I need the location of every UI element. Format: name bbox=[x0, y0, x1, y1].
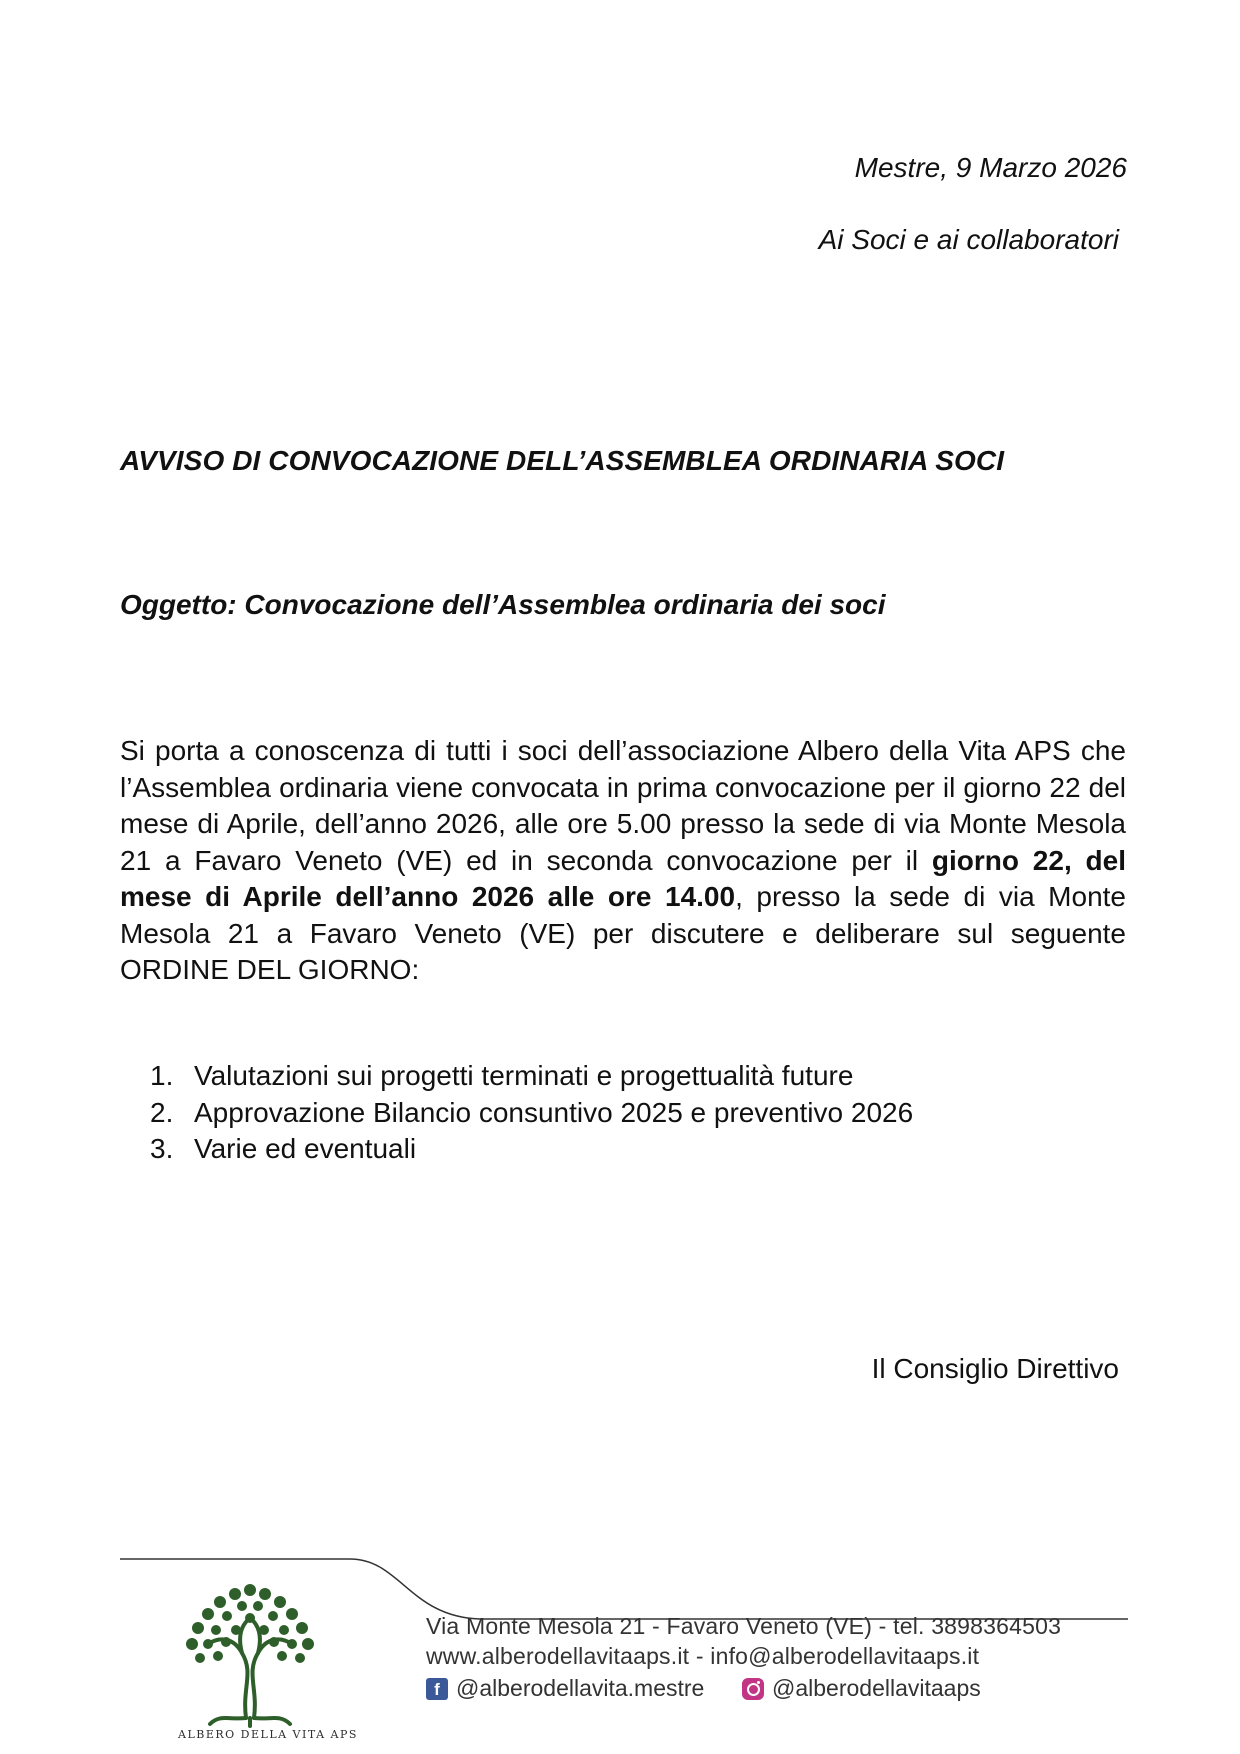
instagram-handle[interactable] bbox=[742, 1675, 981, 1702]
instagram-handle-text: @alberodellavitaaps bbox=[772, 1675, 981, 1701]
agenda-item bbox=[150, 1095, 913, 1132]
facebook-icon: f bbox=[426, 1678, 448, 1700]
letter-body bbox=[120, 733, 1126, 989]
tree-logo-icon bbox=[180, 1578, 320, 1728]
footer-web-email[interactable]: www.alberodellavitaaps.it - info@alberodellavitaaps.it bbox=[426, 1643, 980, 1669]
letter-subject: Oggetto: Convocazione dell’Assemblea ordinaria dei soci bbox=[120, 589, 886, 620]
logo-text: ALBERO DELLA VITA APS bbox=[178, 1728, 358, 1741]
letter-date: Mestre, 9 Marzo 2026 bbox=[854, 152, 1127, 183]
instagram-icon bbox=[742, 1678, 764, 1700]
body-text-part1: Si porta a conoscenza di tutti i soci dell’associazione Albero della Vita APS che l’Assemblea ordinaria viene convocata in prima convocazione per il giorno 22 del mese di Aprile, dell’anno 2026, alle ore 5.00 presso la sede di via Monte Mesola 21 a Favaro Veneto (VE) ed in seconda convocazione per il bbox=[120, 735, 1126, 876]
body-text-bold: giorno 22, del mese di Aprile dell’anno 2026 alle ore 14.00 bbox=[120, 844, 1126, 912]
agenda-item-number: 3. bbox=[150, 1133, 174, 1164]
facebook-handle[interactable] bbox=[426, 1675, 704, 1702]
letter-recipients: Ai Soci e ai collaboratori bbox=[818, 224, 1119, 255]
notice-title: AVVISO DI CONVOCAZIONE DELL’ASSEMBLEA ORDINARIA SOCI bbox=[120, 445, 1005, 476]
footer-address: Via Monte Mesola 21 - Favaro Veneto (VE) - tel. 3898364503 bbox=[426, 1613, 1062, 1639]
agenda-item bbox=[150, 1058, 913, 1095]
agenda-list bbox=[150, 1058, 913, 1168]
agenda-item-text: Varie ed eventuali bbox=[194, 1133, 417, 1164]
signature: Il Consiglio Direttivo bbox=[871, 1353, 1119, 1384]
facebook-handle-text: @alberodellavita.mestre bbox=[456, 1675, 705, 1701]
agenda-item bbox=[150, 1131, 913, 1168]
agenda-item-text: Valutazioni sui progetti terminati e progettualità future bbox=[194, 1060, 854, 1091]
agenda-item-number: 1. bbox=[150, 1060, 174, 1091]
agenda-item-text: Approvazione Bilancio consuntivo 2025 e preventivo 2026 bbox=[194, 1096, 914, 1128]
body-text-part2: , presso la sede di via Monte Mesola 21 a Favaro Veneto (VE) per discutere e deliberare sul seguente ORDINE DEL GIORNO: bbox=[120, 881, 1126, 985]
agenda-item-number: 2. bbox=[150, 1096, 174, 1128]
